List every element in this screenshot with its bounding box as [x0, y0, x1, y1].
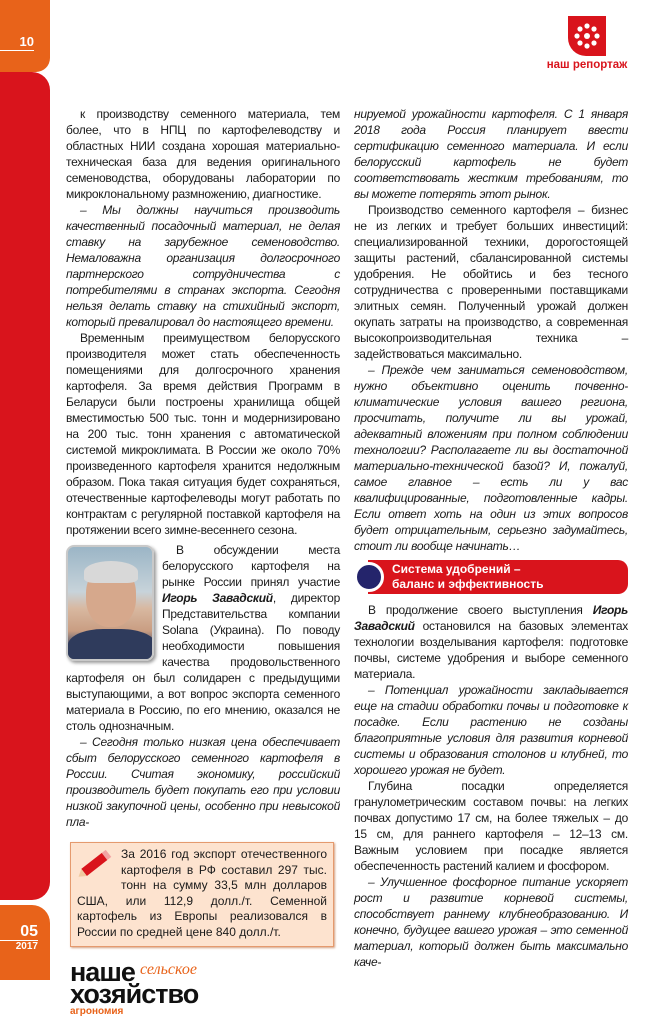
logo-subtitle: агрономия — [70, 1006, 124, 1017]
rubric-label: наш репортаж — [546, 59, 628, 71]
rubric — [538, 16, 636, 71]
paragraph-text: В обсуждении места белорусского картофеля на рынке России принял участие — [162, 543, 340, 589]
paragraph-text: нируемой урожайности картофеля. С 1 января 2018 года Россия планирует ввести сертификацию семенного материала. И если белорусский картофель не будет соответствовать жестким требованиям, то вы можете потерять этот рынок. — [354, 107, 628, 201]
callout-text: За 2016 год экспорт отечественного картофеля в РФ составил 297 тыс. тонн на сумму 33,5 млн долларов США, или 112,9 долл./т. Семенной картофель из Европы реализовался в России по средней цене 840 долл./т. — [77, 847, 327, 939]
paragraph — [354, 778, 628, 874]
circle-bullet-icon — [354, 562, 384, 592]
paragraph-text: – Мы должны научиться производить качественный посадочный материал, не делая ставку на зарубежное семеноводство. Немаловажна организация долгосрочного партнерского сотрудничества с потребителями в странах экспорта. Сегодня нельзя делать ставку на стихийный экспорт, который превалировал до настоящего времени. — [66, 203, 340, 329]
paragraph — [66, 734, 340, 830]
paragraph — [66, 202, 340, 330]
paragraph-text: , директор Представительства компании Solana (Украина). По поводу необходимости повышения качества продовольственного картофеля он был солидарен с предыдущими выступающими, а вот вопрос экспорта семенного материала в Россию, по его мнению, оказался не столь однозначным. — [66, 591, 340, 733]
paragraph-text: В продолжение своего выступления — [368, 603, 593, 617]
paragraph-text: Глубина посадки определяется гранулометрическим составом почвы: на легких почвах допустимо 17 см, на более тяжелых – до 15 см, для раннего картофеля – 12–13 см. Важным условием при посадке является обеспеченность растений калием и фосфором. — [354, 779, 628, 873]
paragraph — [354, 202, 628, 362]
logo-line1: наше — [70, 957, 135, 987]
paragraph — [354, 602, 628, 682]
paragraph-text: к производству семенного материала, тем более, что в НПЦ по картофелеводству и областных НИИ создана хорошая материально-техническая база для ведения оригинального семеноводства, оборудованы лаборатории по микроклональному размножению, диагностике. — [66, 107, 340, 201]
paragraph — [66, 542, 340, 734]
flower-icon — [568, 16, 606, 56]
section-heading-line2: баланс и эффективность — [392, 577, 544, 591]
section-heading — [354, 560, 628, 594]
paragraph-text: Производство семенного картофеля – бизнес не из легких и требует больших инвестиций: специализированной техники, дорогостоящей защиты растений, сбалансированной системы удобрения. Не обойтись и без тесного сотрудничества с проверенными поставщиками элитных семян. Полученный урожай должен окупать затраты на производство, а современная высокопроизводительная техника – задействоваться максимально. — [354, 203, 628, 361]
speaker-photo — [66, 545, 154, 661]
paragraph-text: – Потенциал урожайности закладывается еще на стадии обработки почвы и подготовке к посадке. Если растению не созданы благоприятные условия для развития корневой системы и образования столонов и клубней, то хорошего урожая не будет. — [354, 683, 628, 777]
page-band-middle — [0, 72, 50, 900]
paragraph — [354, 682, 628, 778]
fact-callout — [70, 842, 334, 947]
paragraph — [66, 330, 340, 538]
paragraph-text: Временным преимуществом белорусского производителя может стать обеспеченность помещениями для долгосрочного хранения картофеля. За время действия Программ в Беларуси были построены хранилища общей вместимостью 500 тыс. тонн и модернизировано на 200 тыс. тонн хранения с автоматической системой микроклимата. В России же около 70% произведенного картофеля хранится недолжным образом. Пока такая ситуация будет сохраняться, отечественные картофелеводы могут работать по контрактам с регулярной поставкой картофеля на протяжении всего зимне-весеннего сезона. — [66, 331, 340, 537]
issue-year: 2017 — [15, 941, 38, 952]
person-name: Игорь Завадский — [162, 591, 273, 605]
issue-label — [0, 924, 38, 952]
page-number: 10 — [0, 34, 34, 51]
paragraph — [66, 106, 340, 202]
left-column — [66, 106, 340, 1028]
paragraph-text: остановился на базовых элементах технологии возделывания картофеля: подготовке почвы, системе удобрения и выборе семенного материала. — [354, 619, 628, 681]
paragraph-text: – Улучшенное фосфорное питание ускоряет рост и развитие корневой системы, способствует раннему клубнеобразованию. И конечно, будущее вашего урожая – это семенной материал, который должен быть максимально каче- — [354, 875, 628, 969]
logo-script: сельское — [140, 961, 197, 978]
issue-number: 05 — [0, 924, 38, 941]
pencil-icon — [77, 847, 117, 879]
paragraph — [354, 874, 628, 970]
paragraph-text: – Прежде чем заниматься семеноводством, нужно объективно оценить почвенно-климатические условия вашего региона, просчитать, получите ли вы урожай, адекватный вложениям при полном соблюдении технологии? Располагаете ли вы достаточной материально-технической базой? И, пожалуй, самое главное – есть ли у вас квалифицированные, подготовленные кадры. Если ответ хоть на один из этих вопросов будет отрицательным, серьезно задумайтесь, стоит ли вообще начинать… — [354, 363, 628, 553]
person-name: Игорь Завадский — [354, 603, 628, 633]
paragraph — [354, 106, 628, 202]
logo-line2: хозяйство — [70, 979, 199, 1009]
right-column — [354, 106, 628, 970]
magazine-logo — [70, 957, 340, 1018]
section-heading-line1: Система удобрений – — [392, 562, 521, 576]
paragraph-text: – Сегодня только низкая цена обеспечивает сбыт белорусского семенного картофеля в России. Считая экономику, российский производитель будет покупать его при условии низкой закупочной цены, особенно при невысокой пла- — [66, 735, 340, 829]
paragraph — [354, 362, 628, 554]
